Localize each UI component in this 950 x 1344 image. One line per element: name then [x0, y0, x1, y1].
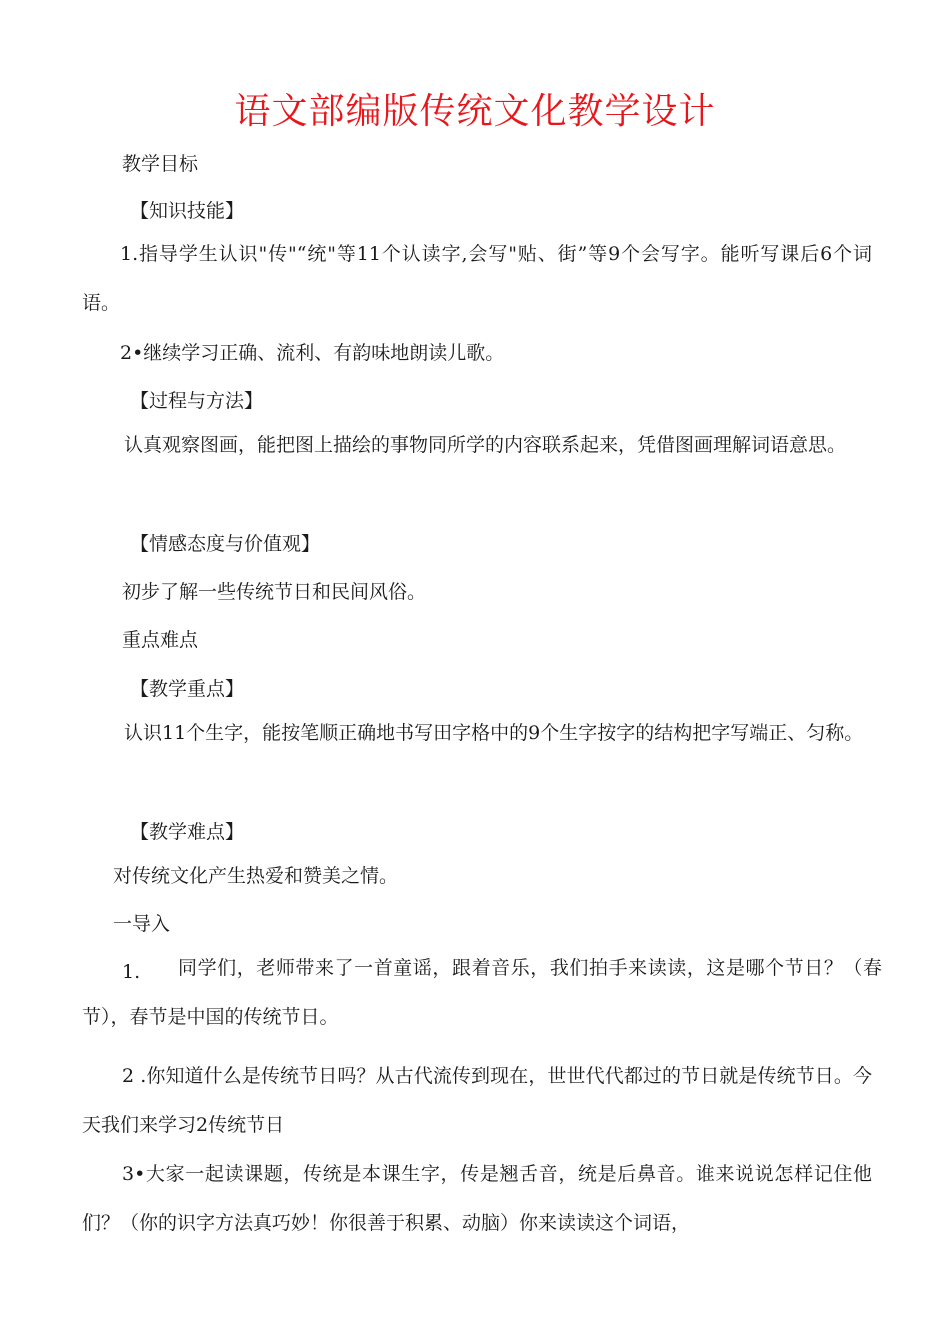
intro-item-1-number: 1.: [122, 961, 141, 983]
intro-item-3: 3•大家一起读课题，传统是本课生字，传是翘舌音，统是后鼻音。谁来说说怎样记住他们？（你的识字方法真巧妙！你很善于积累、动脑）你来读读这个词语，: [82, 1163, 872, 1234]
document-title: 语文部编版传统文化教学设计: [234, 91, 716, 132]
knowledge-item-1: 1.指导学生认识"传"“统"等11个认读字,会写"贴、街”等9个会写字。能听写课后6个词语。: [82, 243, 872, 314]
key-points-heading: 重点难点: [122, 629, 199, 651]
teaching-focus-text: 认识11个生字，能按笔顺正确地书写田字格中的9个生字按字的结构把字写端正、匀称。: [124, 722, 864, 744]
knowledge-heading: 【知识技能】: [130, 200, 245, 222]
intro-item-1-text: 同学们，老师带来了一首童谣，跟着音乐，我们拍手来读读，这是哪个节日？（春节），春节是中国的传统节日。: [82, 957, 882, 1028]
process-text: 认真观察图画，能把图上描绘的事物同所学的内容联系起来，凭借图画理解词语意思。: [124, 434, 847, 456]
objectives-heading: 教学目标: [122, 153, 199, 175]
intro-item-2: 2 .你知道什么是传统节日吗？从古代流传到现在，世世代代都过的节日就是传统节日。今天我们来学习2传统节日: [82, 1065, 872, 1136]
knowledge-item-2: 2•继续学习正确、流利、有韵味地朗读儿歌。: [120, 342, 505, 364]
teaching-focus-heading: 【教学重点】: [130, 678, 245, 700]
process-heading: 【过程与方法】: [130, 390, 264, 412]
teaching-difficulty-text: 对传统文化产生热爱和赞美之情。: [113, 865, 399, 887]
teaching-difficulty-heading: 【教学难点】: [130, 821, 245, 843]
emotion-heading: 【情感态度与价值观】: [130, 533, 321, 555]
intro-heading: 一导入: [113, 913, 171, 935]
emotion-text: 初步了解一些传统节日和民间风俗。: [122, 581, 427, 603]
